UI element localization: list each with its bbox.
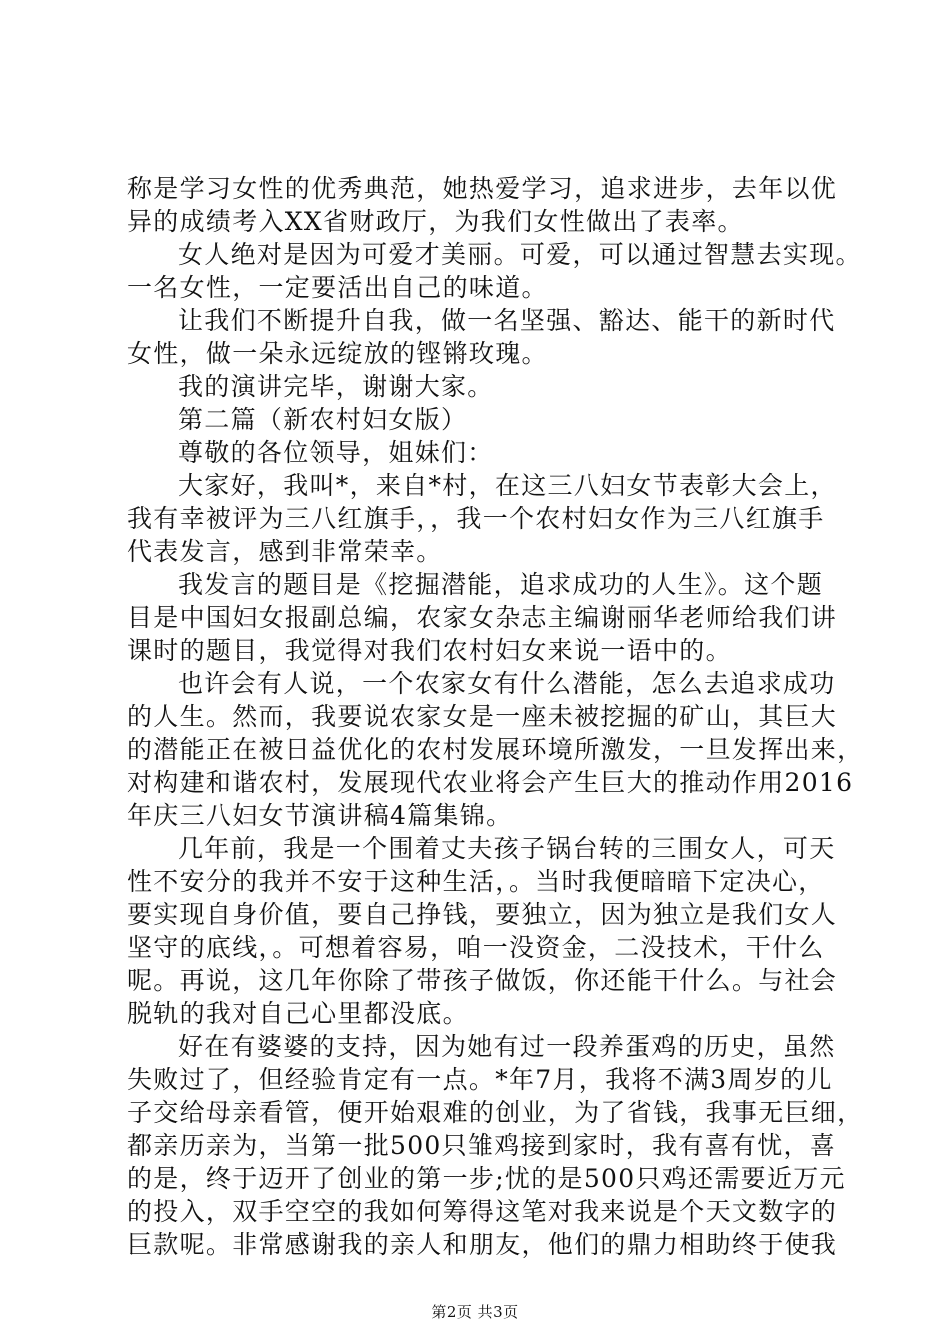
text-line: 的投入，双手空空的我如何筹得这笔对我来说是个天文数字的 bbox=[127, 1197, 838, 1226]
text-line: 也许会有人说，一个农家女有什么潜能，怎么去追求成功 bbox=[178, 669, 836, 698]
text-line: 女人绝对是因为可爱才美丽。可爱，可以通过智慧去实现。 bbox=[178, 240, 862, 269]
text-line: 呢。再说，这几年你除了带孩子做饭，你还能干什么。与社会 bbox=[127, 966, 838, 995]
text-line: 我的演讲完毕，谢谢大家。 bbox=[178, 372, 494, 401]
text-line: 失败过了，但经验肯定有一点。*年7月，我将不满3周岁的儿 bbox=[127, 1065, 833, 1094]
text-line: 大家好，我叫*，来自*村，在这三八妇女节表彰大会上， bbox=[178, 471, 837, 500]
text-line: 我有幸被评为三八红旗手，，我一个农村妇女作为三八红旗手 bbox=[127, 504, 825, 533]
text-line: 要实现自身价值，要自己挣钱，要独立，因为独立是我们女人 bbox=[127, 900, 838, 929]
text-line: 坚守的底线，。可想着容易，咱一没资金，二没技术，干什么 bbox=[127, 933, 825, 962]
text-line: 一名女性，一定要活出自己的味道。 bbox=[127, 273, 548, 302]
text-line: 都亲历亲为，当第一批500只雏鸡接到家时，我有喜有忧，喜 bbox=[127, 1131, 837, 1160]
text-line: 脱轨的我对自己心里都没底。 bbox=[127, 999, 469, 1028]
text-line: 称是学习女性的优秀典范，她热爱学习，追求进步，去年以优 bbox=[127, 174, 838, 203]
text-line: 第二篇（新农村妇女版） bbox=[178, 405, 468, 434]
text-line: 女性，做一朵永远绽放的铿锵玫瑰。 bbox=[127, 339, 548, 368]
text-line: 的人生。然而，我要说农家女是一座未被挖掘的矿山，其巨大 bbox=[127, 702, 838, 731]
text-line: 课时的题目，我觉得对我们农村妇女来说一语中的。 bbox=[127, 636, 732, 665]
text-line: 巨款呢。非常感谢我的亲人和朋友，他们的鼎力相助终于使我 bbox=[127, 1230, 838, 1259]
text-line: 性不安分的我并不安于这种生活，。当时我便暗暗下定决心， bbox=[127, 867, 825, 896]
text-line: 我发言的题目是《挖掘潜能，追求成功的人生》。这个题 bbox=[178, 570, 824, 599]
body-text bbox=[127, 172, 864, 1261]
page-footer: 第2页 共3页 bbox=[431, 1303, 519, 1321]
text-line: 子交给母亲看管，便开始艰难的创业，为了省钱，我事无巨细， bbox=[127, 1098, 864, 1127]
text-line: 年庆三八妇女节演讲稿4篇集锦。 bbox=[127, 801, 513, 830]
text-line: 异的成绩考入XX省财政厅，为我们女性做出了表率。 bbox=[127, 207, 744, 236]
text-line: 代表发言，感到非常荣幸。 bbox=[127, 537, 443, 566]
text-line: 几年前，我是一个围着丈夫孩子锅台转的三围女人，可天 bbox=[178, 834, 836, 863]
text-line: 目是中国妇女报副总编，农家女杂志主编谢丽华老师给我们讲 bbox=[127, 603, 838, 632]
text-line: 让我们不断提升自我，做一名坚强、豁达、能干的新时代 bbox=[178, 306, 836, 335]
text-line: 尊敬的各位领导，姐妹们： bbox=[178, 438, 494, 467]
text-line: 好在有婆婆的支持，因为她有过一段养蛋鸡的历史，虽然 bbox=[178, 1032, 836, 1061]
text-line: 的是，终于迈开了创业的第一步;忧的是500只鸡还需要近万元 bbox=[127, 1164, 846, 1193]
text-line: 的潜能正在被日益优化的农村发展环境所激发，一旦发挥出来， bbox=[127, 735, 864, 764]
text-line: 对构建和谐农村，发展现代农业将会产生巨大的推动作用2016 bbox=[127, 768, 854, 797]
